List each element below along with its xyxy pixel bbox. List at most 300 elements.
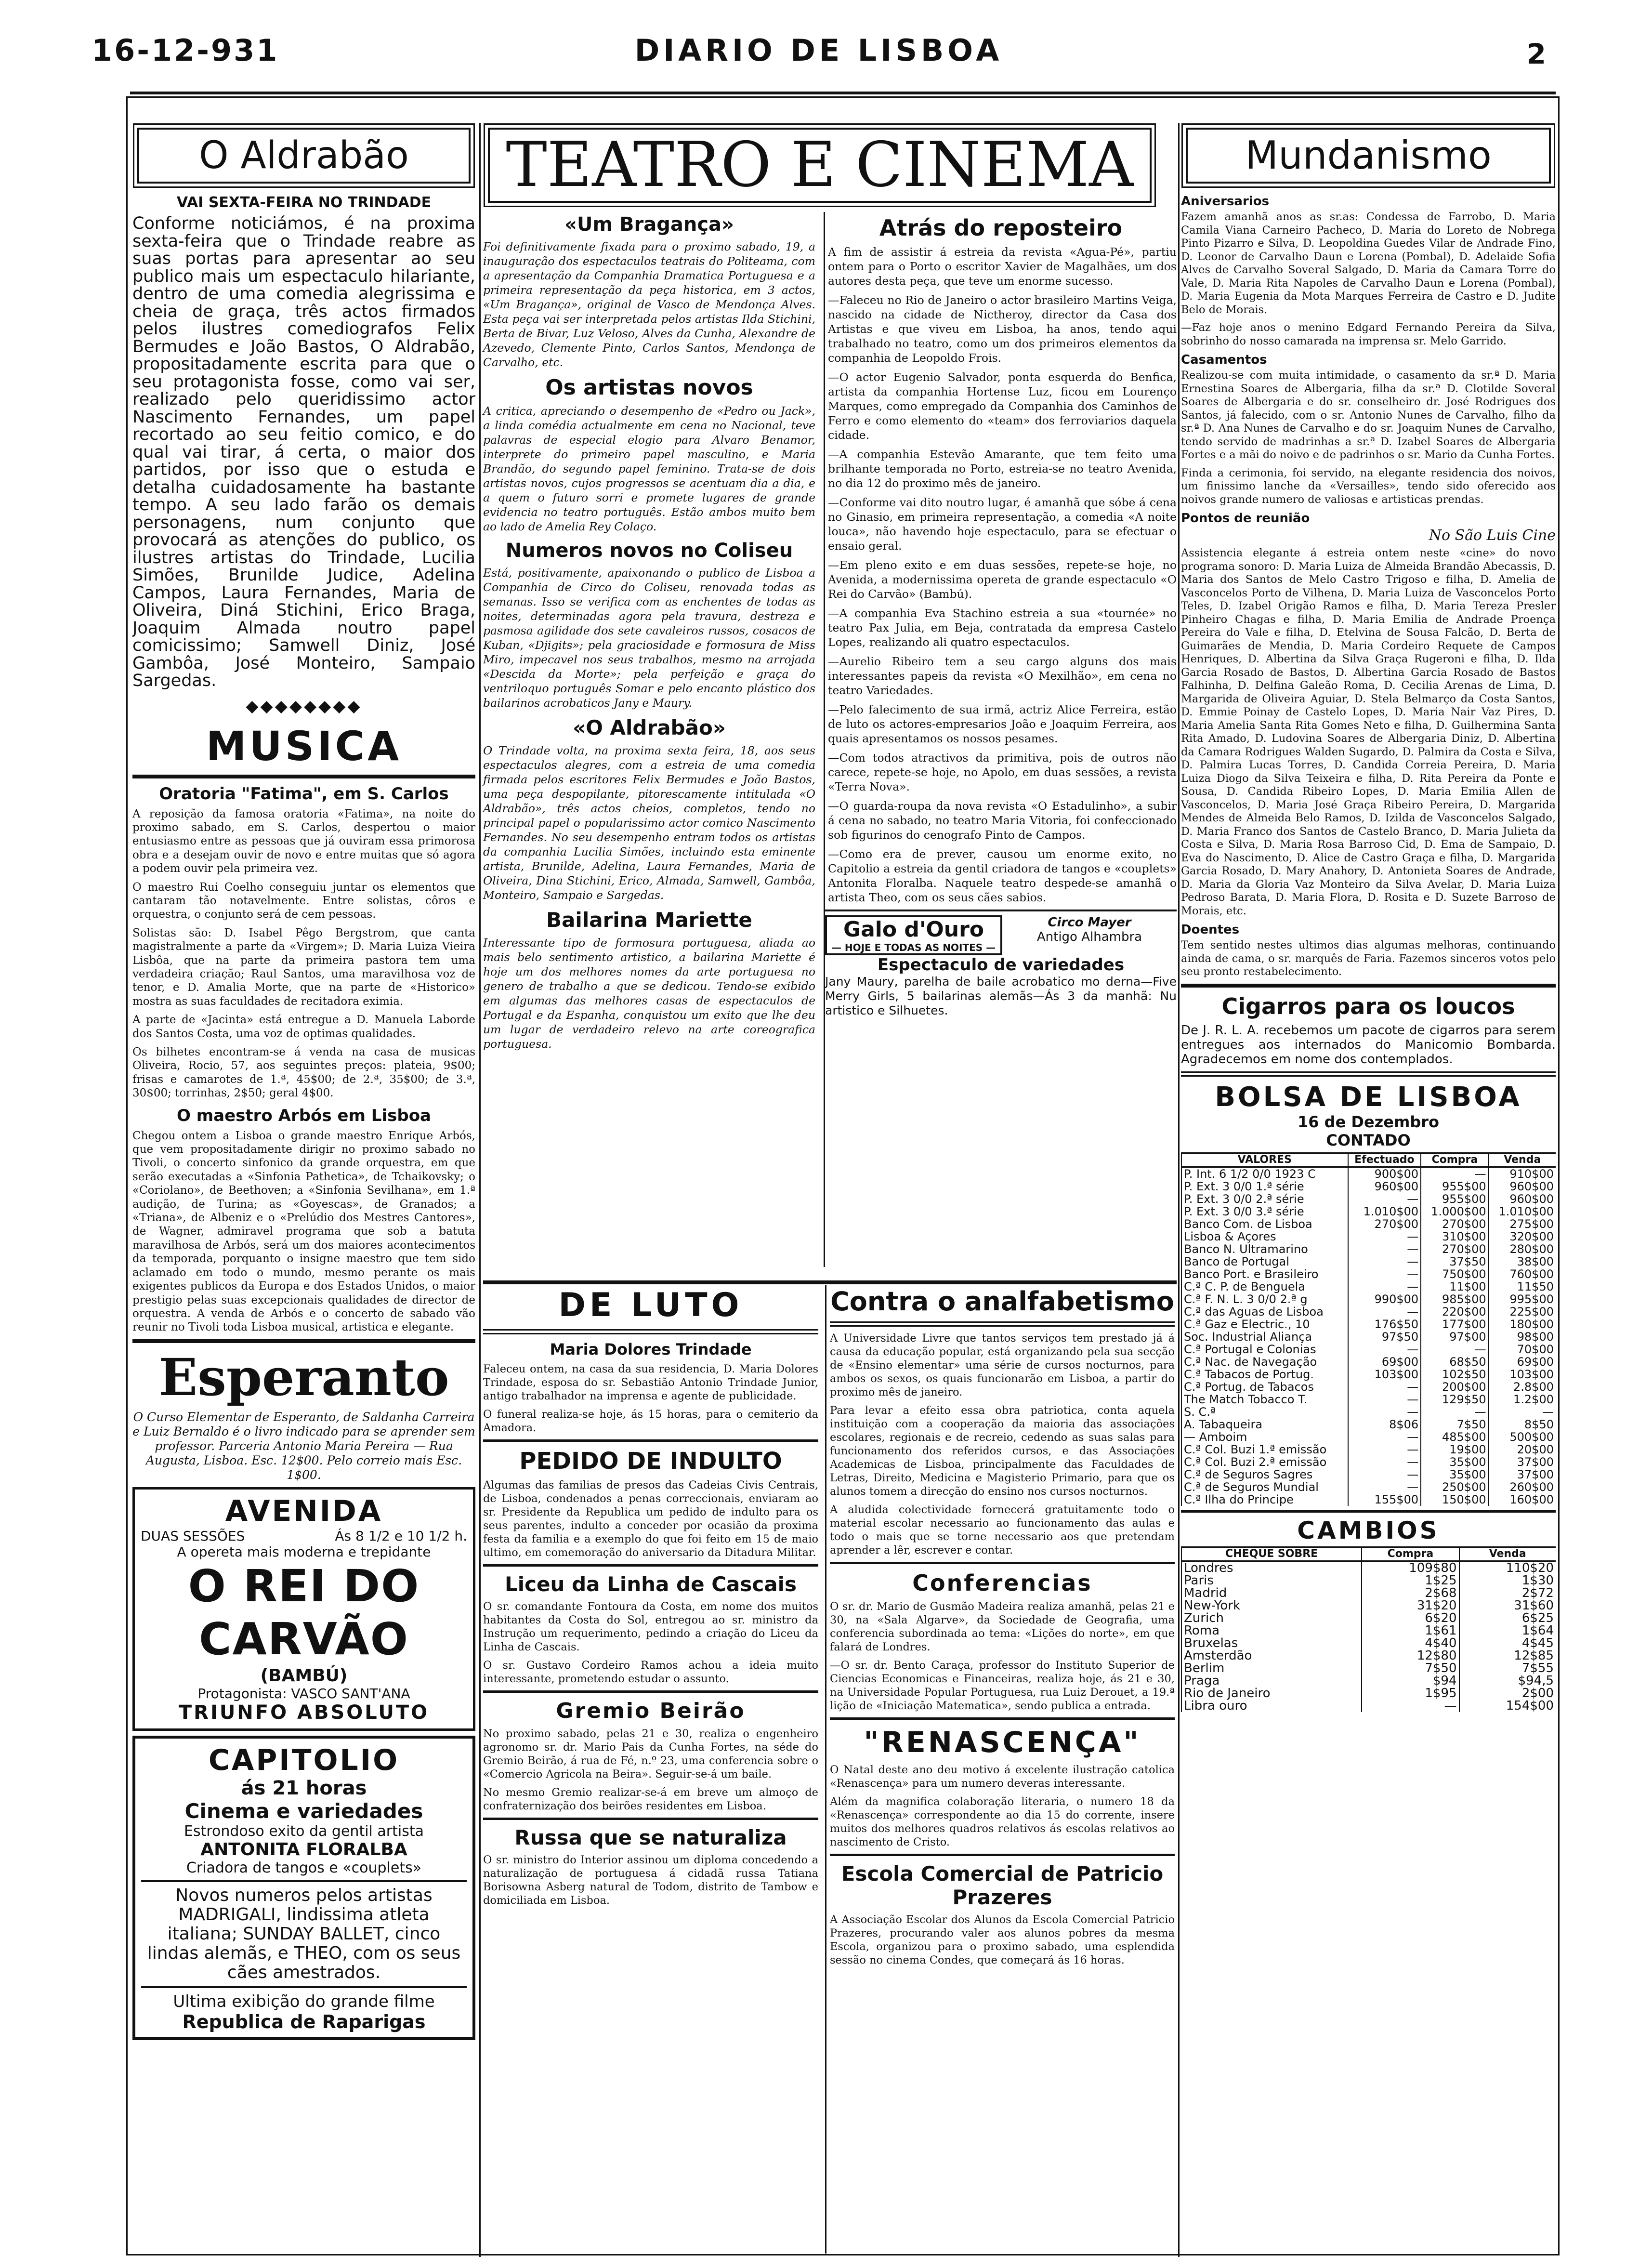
- analfabetismo-heading: Contra o analfabetismo: [830, 1286, 1174, 1317]
- bolsa-cell: 320$00: [1489, 1230, 1556, 1243]
- galo-ouro-box: [825, 915, 1002, 955]
- cambios-row: [1181, 1700, 1556, 1712]
- galo-programme: Jany Maury, parelha de baile acrobatico mo derna—Five Merry Girls, 5 bailarinas alemãs—Ás 3 da manhã: Nu artistico e Silhuetes.: [825, 975, 1177, 1017]
- bolsa-col-venda: Venda: [1489, 1153, 1556, 1167]
- bolsa-row: [1181, 1280, 1556, 1293]
- bolsa-cell: Lisboa & Açores: [1181, 1230, 1348, 1243]
- cambios-row: [1181, 1574, 1556, 1587]
- bolsa-cell: A. Tabaqueira: [1181, 1418, 1348, 1431]
- bolsa-cell: 270$00: [1421, 1243, 1488, 1255]
- bolsa-cell: P. Ext. 3 0/0 1.ª série: [1181, 1180, 1348, 1193]
- bolsa-cell: 180$00: [1489, 1318, 1556, 1331]
- cambios-row: [1181, 1662, 1556, 1675]
- column-rule: [479, 123, 481, 2257]
- capitolio-creator: Criadora de tangos e «couplets»: [186, 1859, 422, 1876]
- rule: [1181, 1510, 1556, 1513]
- liceu-heading: Liceu da Linha de Cascais: [505, 1572, 797, 1596]
- bolsa-cell: 68$50: [1421, 1356, 1488, 1368]
- cambios-cell: 12$80: [1362, 1649, 1459, 1662]
- paragraph: A parte de «Jacinta» está entregue a D. Manuela Laborde dos Santos Costa, uma voz de optimas qualidades.: [132, 1014, 475, 1040]
- bolsa-cell: 900$00: [1348, 1167, 1421, 1180]
- column-3: [825, 212, 1177, 1281]
- avenida-tagline: A opereta mais moderna e trepidante: [177, 1543, 431, 1560]
- bolsa-cell: 1.010$00: [1348, 1205, 1421, 1218]
- mariette-heading: Bailarina Mariette: [546, 908, 752, 932]
- cambios-row: [1181, 1649, 1556, 1662]
- bolsa-cell: —: [1348, 1193, 1421, 1205]
- paragraph: —Com todos atractivos da primitiva, pois de outros não carece, repete-se hoje, no Apolo, em duas sessões, a revista «Terra Nova».: [828, 751, 1177, 793]
- cambios-cell: 154$00: [1459, 1700, 1556, 1712]
- cambios-row: [1181, 1561, 1556, 1574]
- bolsa-cell: C.ª Ilha do Principe: [1181, 1493, 1348, 1506]
- bolsa-cell: C.ª de Seguros Mundial: [1181, 1481, 1348, 1493]
- cambios-cell: Libra ouro: [1181, 1700, 1362, 1712]
- cambios-cell: 4$45: [1459, 1637, 1556, 1649]
- cambios-cell: Rio de Janeiro: [1181, 1687, 1362, 1700]
- ornament-divider: ◆◆◆◆◆◆◆◆: [246, 696, 362, 716]
- bolsa-cell: S. C.ª: [1181, 1406, 1348, 1418]
- paragraph: —Faleceu no Rio de Janeiro o actor brasileiro Martins Veiga, nascido na cidade de Nictheroy, director da Casa dos Artistas e que viveu em Lisboa, ha anos, tendo aqui trabalhado no teatro, como um dos primeiros elementos da companhia de Leopoldo Frois.: [828, 293, 1177, 365]
- bolsa-contado: CONTADO: [1326, 1131, 1411, 1149]
- esperanto-heading: Esperanto: [158, 1346, 449, 1407]
- cambios-cell: 2$68: [1362, 1587, 1459, 1599]
- rule: [132, 1339, 475, 1343]
- rule: [830, 1321, 1175, 1327]
- paragraph: A Universidade Livre que tantos serviços tem prestado já á causa da educação popular, está organizando pela sua secção de «Ensino elementar» uma série de cursos nocturnos, para ambos os sexos, os quais funcionarão em Lisboa, a partir do proximo mês de janeiro.: [830, 1332, 1175, 1398]
- bolsa-cell: —: [1348, 1255, 1421, 1268]
- mariette-article: Interessante tipo de formosura portuguesa, aliada ao mais belo sentimento artistico, a bailarina Mariette é hoje um dos melhores nomes da arte portuguesa no genero de trabalho a que se dedicou. Tendo-se exibido em algumas das melhores casas de espectaculos de Portugal e da Espanha, conquistou um exito que lhe deu um lugar de verdadeiro relevo na arte coreografica portuguesa.: [483, 936, 815, 1051]
- bolsa-cell: 985$00: [1421, 1293, 1488, 1305]
- braganca-article: Foi definitivamente fixada para o proximo sabado, 19, a inauguração dos espectaculos teatrais do Politeama, com a apresentação da Companhia Dramatica Portuguesa e a primeira representação da peça historica, em 3 actos, «Um Bragança», original de Vasco de Mendonça Alves. Esta peça vai ser interpretada pelos artistas Ilda Stichini, Berta de Bivar, Luz Veloso, Alves da Cunha, Alexandre de Azevedo, Clemente Pinto, Carlos Santos, Mendonça de Carvalho, etc.: [483, 240, 815, 369]
- bolsa-cell: — Amboim: [1181, 1431, 1348, 1443]
- bolsa-cell: 220$00: [1421, 1305, 1488, 1318]
- bolsa-cell: 960$00: [1489, 1193, 1556, 1205]
- russa-heading: Russa que se naturaliza: [514, 1826, 787, 1849]
- capitolio-exito: Estrondoso exito da gentil artista: [184, 1822, 424, 1840]
- bolsa-cell: 1.000$00: [1421, 1205, 1488, 1218]
- paragraph: A aludida colectividade fornecerá gratuitamente todo o material escolar necessario ao funcionamento das aulas e todo o mais que se torne necessario aos que pretendam aprender a lêr, escrever e contar.: [830, 1503, 1175, 1556]
- cambios-row: [1181, 1687, 1556, 1700]
- cambios-row: [1181, 1675, 1556, 1687]
- arbos-heading: O maestro Arbós em Lisboa: [177, 1106, 431, 1125]
- bolsa-cell: 7$50: [1421, 1418, 1488, 1431]
- bolsa-cell: 37$00: [1489, 1456, 1556, 1468]
- cambios-cell: 1$30: [1459, 1574, 1556, 1587]
- bolsa-row: [1181, 1218, 1556, 1230]
- bolsa-row: [1181, 1381, 1556, 1393]
- bolsa-cell: C.ª Col. Buzi 2.ª emissão: [1181, 1456, 1348, 1468]
- cambios-cell: 4$40: [1362, 1637, 1459, 1649]
- bolsa-cell: 910$00: [1489, 1167, 1556, 1180]
- aniversarios-article: Fazem amanhã anos as sr.as: Condessa de Farrobo, D. Maria Camila Viana Carneiro Pacheco, D. Maria do Loreto de Nobrega Pinto Pizarro e Silva, D. Leopoldina Guedes Vilar de Andrade Fino, D. Leonor de Carvalho Daun e Lorena (Pombal), D. Adelaide Sofia Alves de Carvalho Soveral Salgado, D. Maria da Camara Torre do Vale, D. Maria Rita Napoles de Carvalho Daun e Lorena (Pombal), D. Maria Eugenia da Mota Marques Ferreira de Castro e D. Judite Belo de Morais.: [1181, 211, 1556, 316]
- bolsa-cell: —: [1348, 1343, 1421, 1356]
- capitolio-film: Republica de Raparigas: [182, 2011, 426, 2032]
- cambios-heading: CAMBIOS: [1297, 1516, 1440, 1544]
- bolsa-cell: C.ª Col. Buzi 1.ª emissão: [1181, 1443, 1348, 1456]
- teatro-cinema-header: TEATRO E CINEMA: [488, 128, 1152, 203]
- bolsa-row: [1181, 1368, 1556, 1381]
- cambios-cell: New-York: [1181, 1599, 1362, 1612]
- cambios-cell: 31$20: [1362, 1599, 1459, 1612]
- bolsa-cell: P. Ext. 3 0/0 2.ª série: [1181, 1193, 1348, 1205]
- musica-heading: MUSICA: [206, 722, 402, 770]
- paragraph: O Natal deste ano deu motivo á excelente ilustração catolica «Renascença» para um numero deveras interessante.: [830, 1764, 1175, 1790]
- cambios-col-cheque: CHEQUE SOBRE: [1181, 1547, 1362, 1561]
- doentes-article: Tem sentido nestes ultimos dias algumas melhoras, continuando ainda de cama, o sr. marquês de Faria. Fazemos sinceros votos pelo seu pronto restabelecimento.: [1181, 939, 1556, 978]
- aniversarios-heading: Aniversarios: [1181, 194, 1270, 209]
- fatima-article: [132, 807, 475, 1100]
- bolsa-cell: 1.010$00: [1489, 1205, 1556, 1218]
- aldrabao-header: O Aldrabão: [137, 128, 471, 184]
- sao-luis-article: Assistencia elegante á estreia ontem neste «cine» do novo programa sonoro: D. Maria Luiza de Almeida Brandão Abecassis, D. Maria dos Santos de Melo Castro Trigoso e filha, D. Amelia de Vasconcelos Porto de Vilhena, D. Maria Luiza de Vasconcelos Porto Teles, D. Izabel Origão Ramos e filha, D. Maria Tereza Presler Pinheiro Chagas e filha, D. Maria Emilia de Andrade Proença Pereira do Vale e filha, D. Etelvina de Sousa Falcão, D. Berta de Guimarães de Mendia, D. Maria Cordeiro Requete de Campos Henriques, D. Albertina da Silva Graça Rugeroni e filha, D. Ilda Garcia Rosado de Bastos, D. Albertina Garcia Rosado de Bastos Falhinha, D. Delfina Galeão Roma, D. Cecilia Arenas de Lima, D. Margarida de Oliveira Aguiar, D. Stela Belmarço da Costa Santos, D. Emmie Poinay de Castelo Lopes, D. Maria Nair Vaz Pires, D. Maria Amelia Santa Rita Gomes Neto e filha, D. Guilhermina Santa Rita Amado, D. Ludovina Soares de Albergaria Diniz, D. Albertina da Camara Rodrigues Walden Sugardo, D. Palmira da Costa e Silva, D. Palmira Lucas Torres, D. Candida Correia Pereira, D. Maria Luiza Diogo da Silva Teixeira e filha, D. Rita Pereira da Ponte e Sousa, D. Candida Ribeiro Lopes, D. Maria Emilia Allen de Vasconcelos, D. Maria José Graça Ribeiro Pereira, D. Margarida Mendes de Almeida Belo Ramos, D. Izilda de Vasconcelos Salgado, D. Maria Franco dos Santos de Castelo Branco, D. Maria Julieta da Costa e Silva, D. Maria Rosa Barroso Cid, D. Ema de Sampaio, D. Eva do Nascimento, D. Alice de Castro Graça e filha, D. Margarida Garcia Rosado, D. Mary Anahory, D. Antonieta Soares de Andrade, D. Maria da Gloria Vaz Monteiro da Silva Avelar, D. Maria Luiza Pedroso Barata, D. Maria Flora, D. Rosita e D. Suzete Barroso de Morais, etc.: [1181, 547, 1556, 917]
- capitolio-hours: ás 21 horas: [241, 1777, 367, 1799]
- bolsa-col-compra: Compra: [1421, 1153, 1488, 1167]
- bolsa-cell: 11$00: [1421, 1280, 1488, 1293]
- cambios-row: [1181, 1637, 1556, 1649]
- cambios-cell: $94: [1362, 1675, 1459, 1687]
- bolsa-cell: 69$00: [1348, 1356, 1421, 1368]
- bolsa-row: [1181, 1468, 1556, 1481]
- cambios-cell: Madrid: [1181, 1587, 1362, 1599]
- bolsa-cell: 35$00: [1421, 1456, 1488, 1468]
- conferencias-heading: Conferencias: [912, 1570, 1092, 1596]
- newspaper-name: DIARIO DE LISBOA: [634, 33, 1003, 68]
- cambios-col-compra: Compra: [1362, 1547, 1459, 1561]
- bolsa-row: [1181, 1318, 1556, 1331]
- cigarros-article: De J. R. L. A. recebemos um pacote de cigarros para serem entregues aos internados do Manicomio Bombarda. Agradecemos em nome dos contemplados.: [1181, 1023, 1556, 1067]
- bolsa-cell: C.ª Portug. de Tabacos: [1181, 1381, 1348, 1393]
- bolsa-cell: P. Int. 6 1/2 0/0 1923 C: [1181, 1167, 1348, 1180]
- cambios-row: [1181, 1587, 1556, 1599]
- bolsa-cell: —: [1421, 1406, 1488, 1418]
- cambios-cell: 12$85: [1459, 1649, 1556, 1662]
- bolsa-row: [1181, 1331, 1556, 1343]
- bolsa-cell: 155$00: [1348, 1493, 1421, 1506]
- bolsa-heading: BOLSA DE LISBOA: [1215, 1081, 1522, 1113]
- bolsa-date: 16 de Dezembro: [1297, 1112, 1440, 1131]
- bolsa-row: [1181, 1393, 1556, 1406]
- reposteiro-heading: Atrás do reposteiro: [879, 215, 1123, 241]
- coliseu-heading: Numeros novos no Coliseu: [505, 540, 793, 562]
- gremio-article-2: No mesmo Gremio realizar-se-á em breve um almoço de confraternização dos beirões residentes em Lisboa.: [483, 1786, 818, 1812]
- bolsa-cell: —: [1348, 1280, 1421, 1293]
- cambios-cell: Londres: [1181, 1561, 1362, 1574]
- bolsa-cell: 102$50: [1421, 1368, 1488, 1381]
- bolsa-cell: 2.8$00: [1489, 1381, 1556, 1393]
- bolsa-row: [1181, 1180, 1556, 1193]
- luto-heading: DE LUTO: [558, 1286, 743, 1324]
- bolsa-row: [1181, 1243, 1556, 1255]
- avenida-bambu: (BAMBÚ): [260, 1665, 348, 1686]
- circo-mayer: Circo Mayer: [1048, 915, 1131, 930]
- bolsa-col-efectuado: Efectuado: [1348, 1153, 1421, 1167]
- paragraph: O sr. dr. Mario de Gusmão Madeira realiza amanhã, pelas 21 e 30, na «Sala Algarve», da Sociedade de Geografia, uma conferencia subordinada ao tema: «Lições do norte», em que falará de Londres.: [830, 1600, 1175, 1653]
- bolsa-cell: 97$50: [1348, 1331, 1421, 1343]
- paragraph: O maestro Rui Coelho conseguiu juntar os elementos que cantaram tão notavelmente. Entre solistas, côros e orquestra, o conjunto será de cem pessoas.: [132, 881, 475, 921]
- cambios-row: [1181, 1624, 1556, 1637]
- bolsa-cell: —: [1348, 1230, 1421, 1243]
- luto-funeral: O funeral realiza-se hoje, ás 15 horas, para o cemiterio da Amadora.: [483, 1408, 818, 1434]
- antigo-alhambra: Antigo Alhambra: [1036, 930, 1142, 944]
- pontos-heading: Pontos de reunião: [1181, 511, 1310, 526]
- rule: [483, 1818, 818, 1820]
- bolsa-cell: 485$00: [1421, 1431, 1488, 1443]
- artistas-article: A critica, apreciando o desempenho de «Pedro ou Jack», a linda comédia actualmente em cena no Nacional, teve palavras de especial elogio para Alvaro Benamor, interprete do primeiro papel masculino, e Maria Brandão, do segundo papel feminino. Trata-se de dois artistas novos, cujos progressos se acentuam dia a dia, e a quem o futuro sorri e promete lugares de grande evidencia no teatro português. Estão ambos muito bem ao lado de Amelia Rey Colaço.: [483, 404, 815, 533]
- cambios-table: [1181, 1546, 1556, 1712]
- bolsa-cell: 177$00: [1421, 1318, 1488, 1331]
- bolsa-cell: 150$00: [1421, 1493, 1488, 1506]
- rule: [132, 775, 475, 778]
- bolsa-row: [1181, 1255, 1556, 1268]
- aniversarios-article-2: —Faz hoje anos o menino Edgard Fernando Pereira da Silva, sobrinho do nosso camarada na imprensa sr. Melo Garrido.: [1181, 321, 1556, 347]
- bolsa-cell: C.ª das Aguas de Lisboa: [1181, 1305, 1348, 1318]
- renascenca-heading: "RENASCENÇA": [864, 1726, 1141, 1759]
- bolsa-row: [1181, 1193, 1556, 1205]
- paragraph: —Como era de prever, causou um enorme exito, no Capitolio a estreia da gentil criadora de tangos e «couplets» Antonita Floralba. Naquele teatro despede-se amanhã o artista Theo, com os seus cães sabios.: [828, 847, 1177, 904]
- bolsa-cell: 200$00: [1421, 1381, 1488, 1393]
- bolsa-cell: 98$00: [1489, 1331, 1556, 1343]
- bolsa-cell: 8$50: [1489, 1418, 1556, 1431]
- cambios-cell: 2$72: [1459, 1587, 1556, 1599]
- bolsa-table: [1181, 1152, 1556, 1506]
- gremio-article: No proximo sabado, pelas 21 e 30, realiza o engenheiro agronomo sr. dr. Mario Pais da Cunha Fortes, na séde do Gremio Beirão, á rua de Fé, n.º 23, uma conferencia sobre o «Comercio Agricola na Beira». Seguir-se-á um baile.: [483, 1727, 818, 1780]
- bolsa-row: [1181, 1343, 1556, 1356]
- bolsa-row: [1181, 1305, 1556, 1318]
- bolsa-cell: —: [1489, 1406, 1556, 1418]
- capitolio-title: CAPITOLIO: [208, 1743, 400, 1777]
- paragraph: Os bilhetes encontram-se á venda na casa de musicas Oliveira, Rocio, 57, aos seguintes preços: plateia, 9$00; frisas e camarotes de 1.ª, 45$00; de 2.ª, 35$00; de 3.ª, 30$00; torrinhas, 2$50; geral 4$00.: [132, 1046, 475, 1100]
- cambios-cell: 31$60: [1459, 1599, 1556, 1612]
- liceu-article-2: O sr. Gustavo Cordeiro Ramos achou a ideia muito interessante, prometendo estudar o assunto.: [483, 1659, 818, 1685]
- cambios-cell: 7$50: [1362, 1662, 1459, 1675]
- casamentos-article-2: Finda a cerimonia, foi servido, na elegante residencia dos noivos, um finissimo lanche da «Versailles», tendo sido oferecido aos noivos grande numero de valiosas e artisticas prendas.: [1181, 466, 1556, 506]
- bolsa-cell: 270$00: [1348, 1218, 1421, 1230]
- capitolio-artist: ANTONITA FLORALBA: [200, 1839, 407, 1859]
- paragraph: Para levar a efeito essa obra patriotica, conta aquela instituição com a cooperação da maioria das associações escolares, regionais e de recreio, cedendo as suas salas para funcionamento dos referidos cursos, e das Associações Academicas de Lisboa, principalmente das Faculdades de Letras, Direito, Medicina e Magisterio Primario, para que os alunos tomem a direcção do ensino nos cursos nocturnos.: [830, 1404, 1175, 1498]
- reposteiro-article: [825, 245, 1177, 905]
- cambios-row: [1181, 1612, 1556, 1624]
- cambios-cell: Berlim: [1181, 1662, 1362, 1675]
- bolsa-cell: 37$50: [1421, 1255, 1488, 1268]
- cambios-cell: 7$55: [1459, 1662, 1556, 1675]
- avenida-ad: [132, 1487, 475, 1731]
- paragraph: Além da magnifica colaboração literaria, o numero 18 da «Renascença» correspondente ao dia 15 do corrente, insere muitos dos melhores quadros relativos ás escolas relativos ao nascimento de Cristo.: [830, 1795, 1175, 1848]
- cambios-cell: Roma: [1181, 1624, 1362, 1637]
- circo-mayer-box: [1002, 915, 1177, 944]
- paragraph: Solistas são: D. Isabel Pêgo Bergstrom, que canta magistralmente a parte da «Virgem»; D. Maria Luiza Vieira Lisbôa, que na parte da primeira pastora tem uma verdadeira criação; Raul Santos, uma maravilhosa voz de tenor, e D. Amalia Morte, que na parte de «Historico» mostra as suas faculdades de recitadora eximia.: [132, 926, 475, 1008]
- galo-variedades: Espectaculo de variedades: [877, 955, 1125, 975]
- russa-article: O sr. ministro do Interior assinou um diploma concedendo a naturalização de portuguesa á cidadã russa Tatiana Borisowna Asberg natural de Todom, distrito de Tambow e domiciliada em Lisboa.: [483, 1854, 818, 1907]
- luto-name: Maria Dolores Trindade: [550, 1340, 752, 1358]
- bolsa-header-row: [1181, 1153, 1556, 1167]
- cambios-cell: Paris: [1181, 1574, 1362, 1587]
- cambios-cell: —: [1362, 1700, 1459, 1712]
- bolsa-row: [1181, 1481, 1556, 1493]
- issue-date: 16-12-931: [92, 33, 279, 68]
- galo-ouro-ad: [825, 910, 1177, 955]
- indulto-heading: PEDIDO DE INDULTO: [519, 1448, 782, 1475]
- column-rule: [1178, 123, 1180, 2257]
- bolsa-cell: 990$00: [1348, 1293, 1421, 1305]
- casamentos-article: Realizou-se com muita intimidade, o casamento da sr.ª D. Maria Ernestina Soares de Albergaria, filha da sr.ª D. Clotilde Soveral Soares de Albergaria e do sr. conselheiro dr. José Rodrigues dos Santos, já falecido, com o sr. Antonio Nunes de Carvalho, filho da sr.ª D. Ana Nunes de Carvalho e do sr. Joaquim Nunes de Carvalho, tendo servido de madrinhas a sr.ª D. Izabel Soares de Albergaria Fortes e a mãi do noivo e de padrinhos o sr. Mario da Cunha Fortes.: [1181, 369, 1556, 461]
- avenida-triumph: TRIUNFO ABSOLUTO: [178, 1701, 430, 1724]
- indulto-article: Algumas das familias de presos das Cadeias Civis Centrais, de Lisboa, condenados a penas correccionais, enviaram ao sr. Presidente da Republica um pedido de indulto para os seus parentes, indulto a conceder por ocasião da proxima festa da familia e a exemplo do que foi feito em 15 de maio ultimo, em comemoração do aniversario da Ditadura Militar.: [483, 1479, 818, 1559]
- rule: [483, 1690, 818, 1693]
- bolsa-cell: 1.2$00: [1489, 1393, 1556, 1406]
- bolsa-cell: P. Ext. 3 0/0 3.ª série: [1181, 1205, 1348, 1218]
- bolsa-cell: Banco de Portugal: [1181, 1255, 1348, 1268]
- bolsa-cell: 103$00: [1489, 1368, 1556, 1381]
- avenida-protagonist: Protagonista: VASCO SANT'ANA: [197, 1685, 410, 1701]
- bolsa-row: [1181, 1443, 1556, 1456]
- bolsa-cell: —: [1348, 1268, 1421, 1280]
- rule: [1181, 984, 1556, 988]
- bolsa-cell: Banco N. Ultramarino: [1181, 1243, 1348, 1255]
- aldrabao-article: Conforme noticiámos, é na proxima sexta-feira que o Trindade reabre as suas portas para apresentar ao seu publico mais um espectaculo hilariante, dentro de uma comedia alegrissima e cheia de graça, três actos firmados pelos ilustres comediografos Felix Bermudes e João Bastos, O Aldrabão, propositadamente escrita para que o seu protagonista fosse, como vai ser, realizado pelo queridissimo actor Nascimento Fernandes, um papel recortado ao seu feitio comico, e do qual vai tirar, á certa, o maior dos partidos, por isso que o estuda e detalha cuidadosamente ha bastante tempo. A seu lado farão os demais personagens, num conjunto que provocará as atenções do publico, os ilustres artistas do Trindade, Lucilia Simões, Brunilde Judice, Adelina Campos, Laura Fernandes, Maria de Oliveira, Diná Stichini, Erico Braga, Joaquim Almada noutro papel comicissimo; Samwell Diniz, José Gambôa, José Monteiro, Sampaio Sargedas.: [132, 214, 475, 690]
- bolsa-cell: Soc. Industrial Aliança: [1181, 1331, 1348, 1343]
- artistas-heading: Os artistas novos: [545, 375, 753, 400]
- bolsa-cell: 35$00: [1421, 1468, 1488, 1481]
- rule: [483, 1564, 818, 1567]
- bolsa-cell: C.ª Nac. de Navegação: [1181, 1356, 1348, 1368]
- bolsa-cell: —: [1348, 1406, 1421, 1418]
- bolsa-cell: C.ª Gaz e Electric., 10: [1181, 1318, 1348, 1331]
- column-1: [132, 123, 475, 2257]
- bolsa-row: [1181, 1456, 1556, 1468]
- bolsa-row: [1181, 1493, 1556, 1506]
- fatima-heading: Oratoria "Fatima", em S. Carlos: [159, 784, 449, 804]
- capitolio-numbers: Novos numeros pelos artistas MADRIGALI, lindissima atleta italiana; SUNDAY BALLET, cinco lindas alemãs, e THEO, com os seus cães amestrados.: [147, 1885, 461, 1982]
- gremio-heading: Gremio Beirão: [556, 1699, 746, 1723]
- bolsa-row: [1181, 1406, 1556, 1418]
- bolsa-cell: —: [1421, 1343, 1488, 1356]
- bolsa-cell: 8$06: [1348, 1418, 1421, 1431]
- bolsa-cell: —: [1348, 1305, 1421, 1318]
- avenida-label: DUAS SESSÕES: [141, 1528, 245, 1544]
- avenida-sessions: [141, 1528, 467, 1544]
- bolsa-cell: Banco Port. e Brasileiro: [1181, 1268, 1348, 1280]
- bolsa-cell: C.ª Portugal e Colonias: [1181, 1343, 1348, 1356]
- top-rule: [130, 92, 1556, 94]
- bolsa-cell: 176$50: [1348, 1318, 1421, 1331]
- bolsa-cell: —: [1348, 1381, 1421, 1393]
- paragraph: —O guarda-roupa da nova revista «O Estadulinho», a subir á cena no sabado, no teatro Maria Vitoria, foi confeccionado sob figurinos do cenografo Pinto de Campos.: [828, 799, 1177, 842]
- paragraph: —Aurelio Ribeiro tem a seu cargo alguns dos mais interessantes papeis da revista «O Mexilhão», em cena no teatro Variedades.: [828, 655, 1177, 697]
- bolsa-cell: 955$00: [1421, 1193, 1488, 1205]
- cambios-cell: 2$00: [1459, 1687, 1556, 1700]
- cambios-cell: 6$25: [1459, 1612, 1556, 1624]
- bolsa-row: [1181, 1418, 1556, 1431]
- bottom-right-column: [830, 1285, 1175, 1972]
- paragraph: A reposição da famosa oratoria «Fatima», na noite do proximo sabado, em S. Carlos, despertou o maior entusiasmo entre as pessoas que já ouviram essa primorosa obra e a desejam ouvir de novo e entre muitas que só agora a podem ouvir pela primeira vez.: [132, 807, 475, 875]
- aldrabao2-article: O Trindade volta, na proxima sexta feira, 18, aos seus espectaculos alegres, com a estreia de uma comedia firmada pelos escritores Felix Bermudes e João Bastos, uma peça despopilante, pitorescamente intitulada «O Aldrabão», três actos cheios, completos, tendo no principal papel o popularissimo actor comico Nascimento Fernandes. No seu desempenho entram todos os artistas da companhia Lucilia Simões, incluindo esta eminente artista, Brunilde, Adelina, Laura Fernandes, Maria de Oliveira, Dina Stichini, Erico, Almada, Samwell, Gambôa, Monteiro, Sampaio e Sargedas.: [483, 744, 815, 902]
- bolsa-cell: —: [1348, 1468, 1421, 1481]
- rule: [830, 1717, 1175, 1720]
- bolsa-cell: 960$00: [1489, 1180, 1556, 1193]
- bolsa-cell: 69$00: [1489, 1356, 1556, 1368]
- braganca-heading: «Um Bragança»: [564, 213, 734, 236]
- avenida-title: AVENIDA: [225, 1494, 383, 1528]
- bolsa-cell: —: [1348, 1456, 1421, 1468]
- cigarros-heading: Cigarros para os loucos: [1221, 993, 1515, 1019]
- bolsa-cell: 275$00: [1489, 1218, 1556, 1230]
- bolsa-cell: C.ª C. P. de Benguela: [1181, 1280, 1348, 1293]
- bolsa-cell: 955$00: [1421, 1180, 1488, 1193]
- capitolio-cinema: Cinema e variedades: [184, 1799, 423, 1823]
- bolsa-body: [1181, 1167, 1556, 1506]
- cambios-cell: Praga: [1181, 1675, 1362, 1687]
- bolsa-cell: The Match Tobacco T.: [1181, 1393, 1348, 1406]
- bolsa-cell: 250$00: [1421, 1481, 1488, 1493]
- bolsa-row: [1181, 1356, 1556, 1368]
- coliseu-article: Está, positivamente, apaixonando o publico de Lisboa a Companhia de Circo do Coliseu, renovada todas as semanas. Isso se verifica com as enchentes de todas as noites, determinadas agora pela travura, destreza e pasmosa agilidade dos sete cavaleiros russos, cosacos de Kuban, «Djigits»; pela graciosidade e formosura de Miss Miro, impecavel nos seus trabalhos, mesmo na arrojada «Descida da Morte»; pela perfeição e graça do ventriloquo português Somar e pelo encanto plástico dos bailarinos acrobaticos Jany e Maury.: [483, 566, 815, 710]
- luto-article: Faleceu ontem, na casa da sua residencia, D. Maria Dolores Trindade, esposa do sr. Sebastião Antonio Trindade Junior, antigo trabalhador na imprensa e agente de publicidade.: [483, 1363, 818, 1402]
- bolsa-cell: 37$00: [1489, 1468, 1556, 1481]
- bolsa-cell: 160$00: [1489, 1493, 1556, 1506]
- paragraph: —O actor Eugenio Salvador, ponta esquerda do Benfica, artista da companhia Hortense Luz, ficou em Lourenço Marques, como empregado da Companhia dos Caminhos de Ferro e como elemento do «team» dos ferroviarios daquela cidade.: [828, 370, 1177, 442]
- galo-ouro-title: Galo d'Ouro: [843, 917, 984, 942]
- bolsa-cell: 995$00: [1489, 1293, 1556, 1305]
- cambios-row: [1181, 1599, 1556, 1612]
- bolsa-cell: C.ª Tabacos de Portug.: [1181, 1368, 1348, 1381]
- bolsa-cell: —: [1348, 1243, 1421, 1255]
- arbos-article: Chegou ontem a Lisboa o grande maestro Enrique Arbós, que vem propositadamente dirigir no proximo sabado no Tivoli, o concerto sinfonico da grande orquestra, em que serão executadas a «Sinfonia Pathetica», de Tchaikovsky; o «Coriolano», de Beethoven; a «Sinfonia Sevilhana», em 1.ª audição, de Turina; as «Goyescas», de Granados; a «Triana», de Albeniz e o «Prelúdio dos Mestres Cantores», de Wagner, admiravel programa que sob a batuta maravilhosa de Arbós, será um dos maiores acontecimentos da temporada, porquanto o insigne maestro que tem sido aclamado em todo o mundo, mesmo perante os mais exigentes publicos da Europa e dos Estados Unidos, o maior prestigio pelas suas excepcionais qualidades de director de orquestra. A venda de Arbós e o concerto de sabado vão reunir no Tivoli toda Lisboa musical, artistica e elegante.: [132, 1129, 475, 1334]
- bolsa-cell: 750$00: [1421, 1268, 1488, 1280]
- bolsa-cell: —: [1348, 1443, 1421, 1456]
- bolsa-row: [1181, 1431, 1556, 1443]
- bolsa-cell: 760$00: [1489, 1268, 1556, 1280]
- bolsa-cell: 20$00: [1489, 1443, 1556, 1456]
- bolsa-cell: 11$50: [1489, 1280, 1556, 1293]
- paragraph: —A companhia Estevão Amarante, que tem feito uma brilhante temporada no Porto, estreia-se no teatro Avenida, no dia 12 do proximo mês de janeiro.: [828, 448, 1177, 490]
- sao-luis-heading: No São Luis Cine: [1429, 527, 1556, 544]
- capitolio-ad: [132, 1736, 475, 2040]
- capitolio-last: Ultima exibição do grande filme: [173, 1991, 435, 2011]
- bolsa-cell: —: [1348, 1431, 1421, 1443]
- cambios-cell: 109$80: [1362, 1561, 1459, 1574]
- avenida-times: Ás 8 1/2 e 10 1/2 h.: [335, 1528, 467, 1544]
- bolsa-cell: 225$00: [1489, 1305, 1556, 1318]
- paragraph: —Em pleno exito e em duas sessões, repete-se hoje, no Avenida, a modernissima opereta de grande espectaculo «O Rei do Carvão» (Bambú).: [828, 558, 1177, 601]
- bolsa-cell: —: [1348, 1481, 1421, 1493]
- cambios-cell: 1$25: [1362, 1574, 1459, 1587]
- bolsa-row: [1181, 1167, 1556, 1180]
- casamentos-heading: Casamentos: [1181, 353, 1267, 367]
- bolsa-cell: 270$00: [1421, 1218, 1488, 1230]
- bolsa-col-valores: VALORES: [1181, 1153, 1348, 1167]
- page-number: 2: [1526, 38, 1546, 70]
- esperanto-ad: O Curso Elementar de Esperanto, de Saldanha Carreira e Luiz Bernaldo é o livro indicado para se aprender sem professor. Parceria Antonio Maria Pereira — Rua Augusta, Lisboa. Esc. 12$00. Pelo correio mais Esc. 1$00.: [132, 1410, 475, 1482]
- bolsa-row: [1181, 1268, 1556, 1280]
- avenida-show-title: O REI DO CARVÃO: [188, 1560, 420, 1665]
- bolsa-cell: 97$00: [1421, 1331, 1488, 1343]
- rule: [483, 1439, 818, 1442]
- liceu-article: O sr. comandante Fontoura da Costa, em nome dos muitos habitantes da Costa do Sol, entregou ao sr. ministro da Instrução um requerimento, pedindo a criação do Liceu da Linha de Cascais.: [483, 1600, 818, 1653]
- bolsa-row: [1181, 1230, 1556, 1243]
- bolsa-row: [1181, 1293, 1556, 1305]
- escola-heading: Escola Comercial de Patricio Prazeres: [841, 1862, 1164, 1909]
- cambios-header-row: [1181, 1547, 1556, 1561]
- cambios-cell: 1$61: [1362, 1624, 1459, 1637]
- rule: [830, 1562, 1175, 1564]
- bolsa-cell: 103$00: [1348, 1368, 1421, 1381]
- bolsa-cell: 260$00: [1489, 1481, 1556, 1493]
- bolsa-cell: 960$00: [1348, 1180, 1421, 1193]
- bolsa-row: [1181, 1205, 1556, 1218]
- bolsa-cell: 500$00: [1489, 1431, 1556, 1443]
- aldrabao2-heading: «O Aldrabão»: [573, 716, 726, 739]
- bolsa-cell: 70$00: [1489, 1343, 1556, 1356]
